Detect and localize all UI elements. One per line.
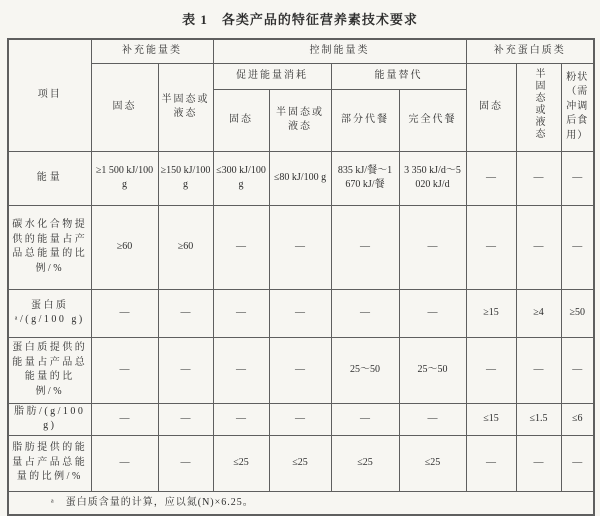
table-cell: — — [466, 205, 516, 289]
table-cell: ≥50 — [561, 289, 594, 337]
table-cell: — — [561, 435, 594, 491]
group-header-protein-supplement: 补充蛋白质类 — [466, 39, 594, 63]
table-cell: ≥4 — [516, 289, 561, 337]
table-cell: — — [516, 435, 561, 491]
table-cell: — — [269, 337, 331, 403]
table-cell: — — [466, 435, 516, 491]
table-cell: ≤6 — [561, 403, 594, 435]
table-cell: — — [213, 337, 269, 403]
table-cell: — — [331, 289, 399, 337]
subgroup-header-promote-consumption: 促进能量消耗 — [213, 63, 331, 89]
table-cell: — — [561, 205, 594, 289]
table-cell: — — [213, 289, 269, 337]
col-header-solid-energy: 固态 — [91, 63, 158, 151]
table-cell: — — [466, 337, 516, 403]
table-cell: ≤80 kJ/100 g — [269, 151, 331, 205]
table-cell: — — [213, 403, 269, 435]
col-header-partial-meal-replacement: 部分代餐 — [331, 89, 399, 151]
table-row-protein — [8, 289, 594, 337]
table-footnote-row — [8, 491, 594, 515]
table-row-protein-energy-ratio — [8, 337, 594, 403]
table-cell: ≤25 — [331, 435, 399, 491]
table-cell: 25～50 — [331, 337, 399, 403]
row-label-protein-energy-ratio: 蛋白质提供的能量占产品总能量的比例/% — [8, 337, 91, 403]
col-header-semisolid-control: 半固态或液态 — [269, 89, 331, 151]
table-cell: 835 kJ/餐～1 670 kJ/餐 — [331, 151, 399, 205]
table-cell: ≥15 — [466, 289, 516, 337]
table-cell: — — [466, 151, 516, 205]
table-row-fat — [8, 403, 594, 435]
table-cell: — — [269, 289, 331, 337]
table-cell: — — [399, 205, 466, 289]
table-cell: 25～50 — [399, 337, 466, 403]
row-label-energy: 能量 — [8, 151, 91, 205]
table-cell: ≥60 — [91, 205, 158, 289]
table-cell: — — [91, 435, 158, 491]
table-cell: ≤25 — [269, 435, 331, 491]
table-cell: ≤1.5 — [516, 403, 561, 435]
header-row-groups — [8, 39, 594, 63]
table-cell: 3 350 kJ/d～5 020 kJ/d — [399, 151, 466, 205]
header-row-subgroups — [8, 63, 594, 89]
table-cell: ≤300 kJ/100 g — [213, 151, 269, 205]
table-cell: — — [213, 205, 269, 289]
group-header-energy-supplement: 补充能量类 — [91, 39, 213, 63]
group-header-energy-control: 控制能量类 — [213, 39, 466, 63]
table-row-fat-energy-ratio — [8, 435, 594, 491]
table-cell: — — [91, 289, 158, 337]
col-header-semisolid-protein — [516, 63, 561, 151]
col-header-solid-protein: 固态 — [466, 63, 516, 151]
col-header-semisolid-energy: 半固态或液态 — [158, 63, 213, 151]
table-title: 表 1 各类产品的特征营养素技术要求 — [182, 12, 418, 27]
row-label-fat: 脂肪/(g/100 g) — [8, 403, 91, 435]
table-cell: — — [516, 205, 561, 289]
row-label-fat-energy-ratio: 脂肪提供的能量占产品总能量的比例/% — [8, 435, 91, 491]
table-cell: — — [516, 151, 561, 205]
table-row-carbohydrate-energy-ratio — [8, 205, 594, 289]
table-cell: — — [158, 403, 213, 435]
table-row-energy — [8, 151, 594, 205]
table-cell: — — [331, 403, 399, 435]
row-label-carbohydrate-energy-ratio: 碳水化合物提供的能量占产品总能量的比例/% — [8, 205, 91, 289]
table-cell: — — [399, 403, 466, 435]
table-cell: — — [269, 205, 331, 289]
table-cell: — — [91, 403, 158, 435]
table-cell: — — [331, 205, 399, 289]
table-cell: — — [561, 151, 594, 205]
table-cell: — — [158, 337, 213, 403]
subgroup-header-energy-replacement: 能量替代 — [331, 63, 466, 89]
corner-header-item: 项目 — [8, 39, 91, 151]
col-header-semisolid-protein-label: 半固态或液态 — [533, 68, 544, 141]
table-cell: ≥150 kJ/100 g — [158, 151, 213, 205]
table-cell: — — [561, 337, 594, 403]
table-cell: — — [91, 337, 158, 403]
row-label-protein: 蛋白质ᵃ/(g/100 g) — [8, 289, 91, 337]
table-cell: ≥60 — [158, 205, 213, 289]
table-cell: — — [158, 289, 213, 337]
col-header-solid-control: 固态 — [213, 89, 269, 151]
col-header-powder-protein: 粉状（需冲调后食用） — [561, 63, 594, 151]
table-cell: ≤15 — [466, 403, 516, 435]
table-cell: — — [399, 289, 466, 337]
nutrient-requirements-table — [7, 38, 595, 516]
table-cell: ≤25 — [213, 435, 269, 491]
table-cell: — — [158, 435, 213, 491]
table-footnote: ᵃ 蛋白质含量的计算，应以氮(N)×6.25。 — [8, 491, 594, 515]
table-cell: — — [269, 403, 331, 435]
col-header-full-meal-replacement: 完全代餐 — [399, 89, 466, 151]
table-cell: ≥1 500 kJ/100 g — [91, 151, 158, 205]
table-cell: — — [516, 337, 561, 403]
table-cell: ≤25 — [399, 435, 466, 491]
